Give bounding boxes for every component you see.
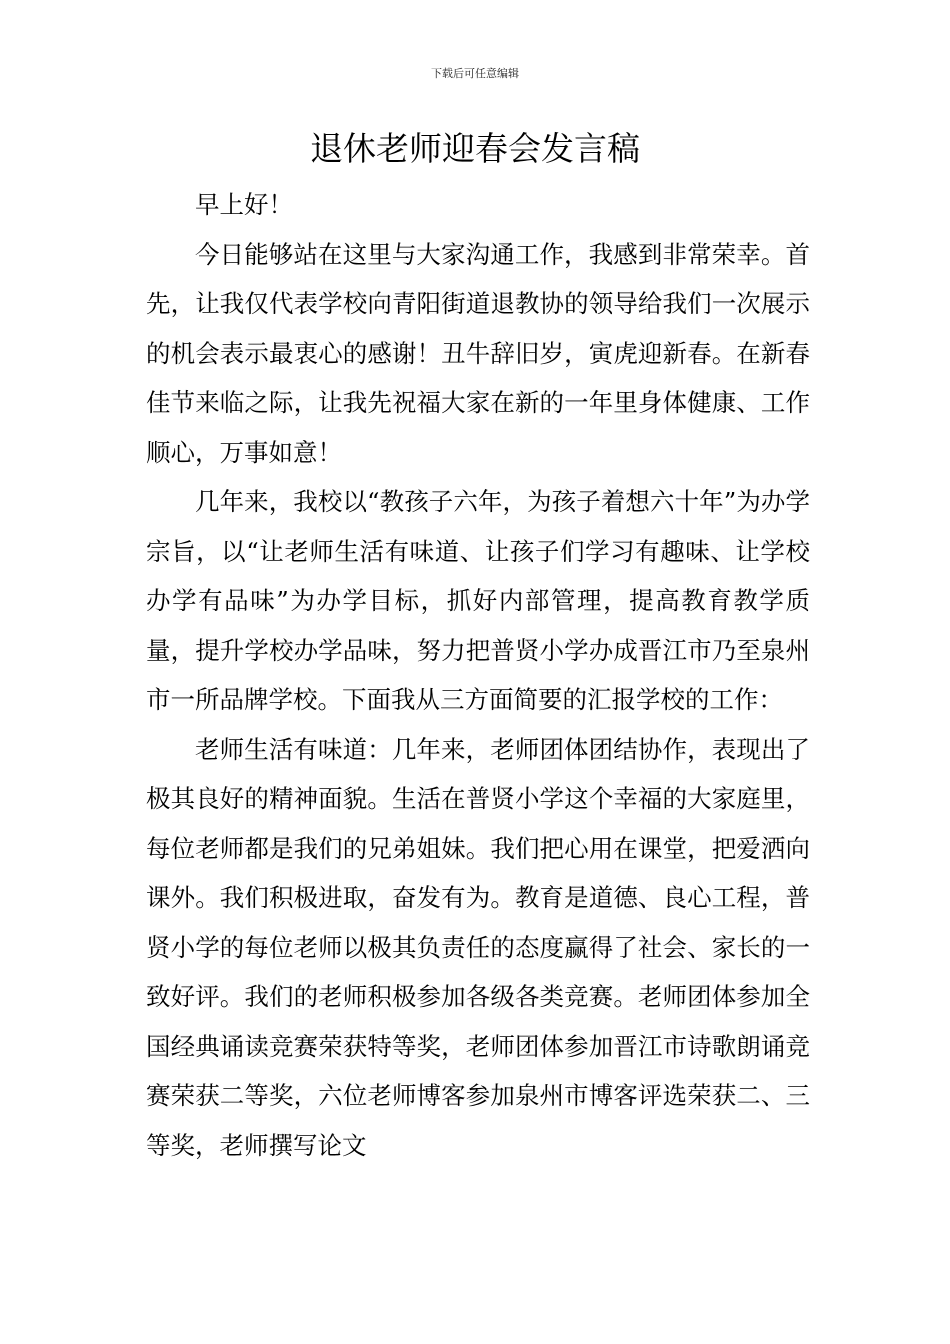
header-note: 下载后可任意编辑 — [431, 67, 519, 80]
paragraph-1: 今日能够站在这里与大家沟通工作，我感到非常荣幸。首先，让我仅代表学校向青阳街道退教协的领导给我们一次展示的机会表示最衷心的感谢！丑牛辞旧岁，寅虎迎新春。在新春佳节来临之际，让我先祝福大家在新的一年里身体健康、工作顺心，万事如意！ — [146, 239, 810, 467]
paragraph-3: 老师生活有味道：几年来，老师团体团结协作，表现出了极其良好的精神面貌。生活在普贤小学这个幸福的大家庭里，每位老师都是我们的兄弟姐妹。我们把心用在课堂，把爱洒向课外。我们积极进取，奋发有为。教育是道德、良心工程，普贤小学的每位老师以极其负责任的态度赢得了社会、家长的一致好评。我们的老师积极参加各级各类竞赛。老师团体参加全国经典诵读竞赛荣获特等奖，老师团体参加晋江市诗歌朗诵竞赛荣获二等奖，六位老师博客参加泉州市博客评选荣获二、三等奖，老师撰写论文 — [146, 734, 810, 1160]
page-title: 退休老师迎春会发言稿 — [310, 129, 640, 168]
paragraph-2: 几年来，我校以“教孩子六年，为孩子着想六十年”为办学宗旨，以“让老师生活有味道、让孩子们学习有趣味、让学校办学有品味”为办学目标，抓好内部管理，提高教育教学质量，提升学校办学品味，努力把普贤小学办成晋江市乃至泉州市一所品牌学校。下面我从三方面简要的汇报学校的工作： — [146, 487, 810, 714]
document-body — [146, 180, 810, 1170]
greeting-line: 早上好！ — [195, 190, 293, 219]
